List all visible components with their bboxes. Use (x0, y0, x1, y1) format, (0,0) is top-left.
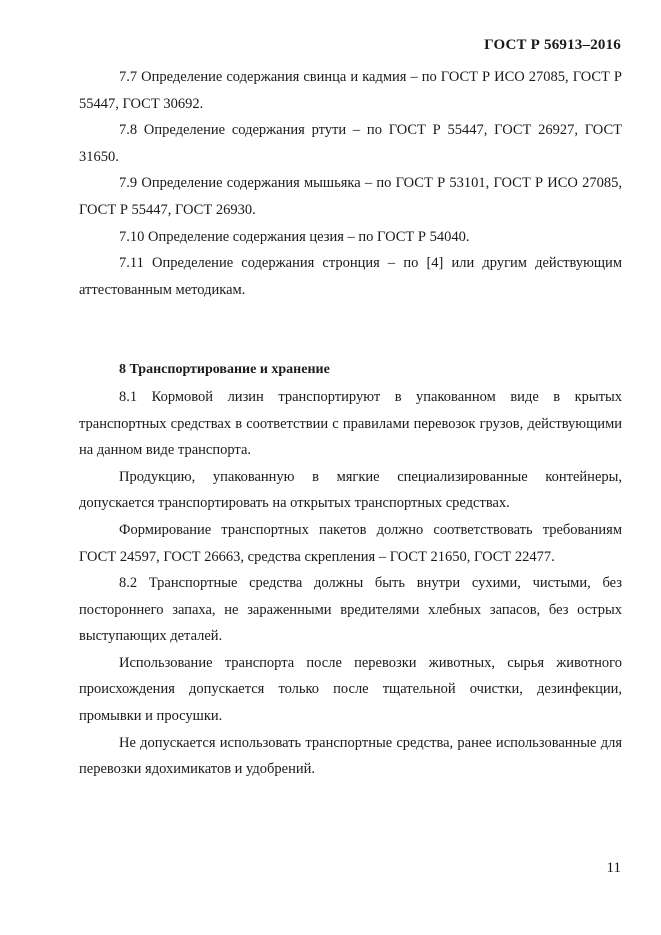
paragraph-7-7: 7.7 Определение содержания свинца и кадмия – по ГОСТ Р ИСО 27085, ГОСТ Р 55447, ГОСТ 30692. (79, 69, 622, 112)
paragraph-prohibited: Не допускается использовать транспортные средства, ранее использованные для перевозки ядохимикатов и удобрений. (79, 734, 622, 778)
section-8-title: 8 Транспортирование и хранение (119, 362, 330, 378)
paragraph-packages: Формирование транспортных пакетов должно соответствовать требованиям ГОСТ 24597, ГОСТ 26663, средства скрепления – ГОСТ 21650, ГОСТ 22477. (79, 521, 622, 565)
paragraph-7-9: 7.9 Определение содержания мышьяка – по ГОСТ Р 53101, ГОСТ Р ИСО 27085, ГОСТ Р 55447, ГОСТ 26930. (79, 175, 622, 218)
page-number: 11 (606, 860, 621, 876)
paragraph-transport-usage: Использование транспорта после перевозки животных, сырья животного происхождения допускается только после тщательной очистки, дезинфекции, промывки и просушки. (79, 654, 622, 725)
paragraph-containers: Продукцию, упакованную в мягкие специализированные контейнеры, допускается транспортировать на открытых транспортных средствах. (79, 468, 622, 512)
document-header: ГОСТ Р 56913–2016 (484, 37, 621, 53)
page-content (79, 64, 622, 783)
paragraph-7-10: 7.10 Определение содержания цезия – по ГОСТ Р 54040. (119, 228, 470, 245)
paragraph-7-11: 7.11 Определение содержания стронция – по [4] или другим действующим аттестованным методикам. (79, 255, 622, 298)
paragraph-7-8: 7.8 Определение содержания ртути – по ГОСТ Р 55447, ГОСТ 26927, ГОСТ 31650. (79, 122, 622, 165)
paragraph-8-1: 8.1 Кормовой лизин транспортируют в упакованном виде в крытых транспортных средствах в соответствии с правилами перевозок грузов, действующими на данном виде транспорта. (79, 388, 622, 459)
paragraph-8-2: 8.2 Транспортные средства должны быть внутри сухими, чистыми, без постороннего запаха, не зараженными вредителями хлебных запасов, без острых выступающих деталей. (79, 575, 622, 645)
